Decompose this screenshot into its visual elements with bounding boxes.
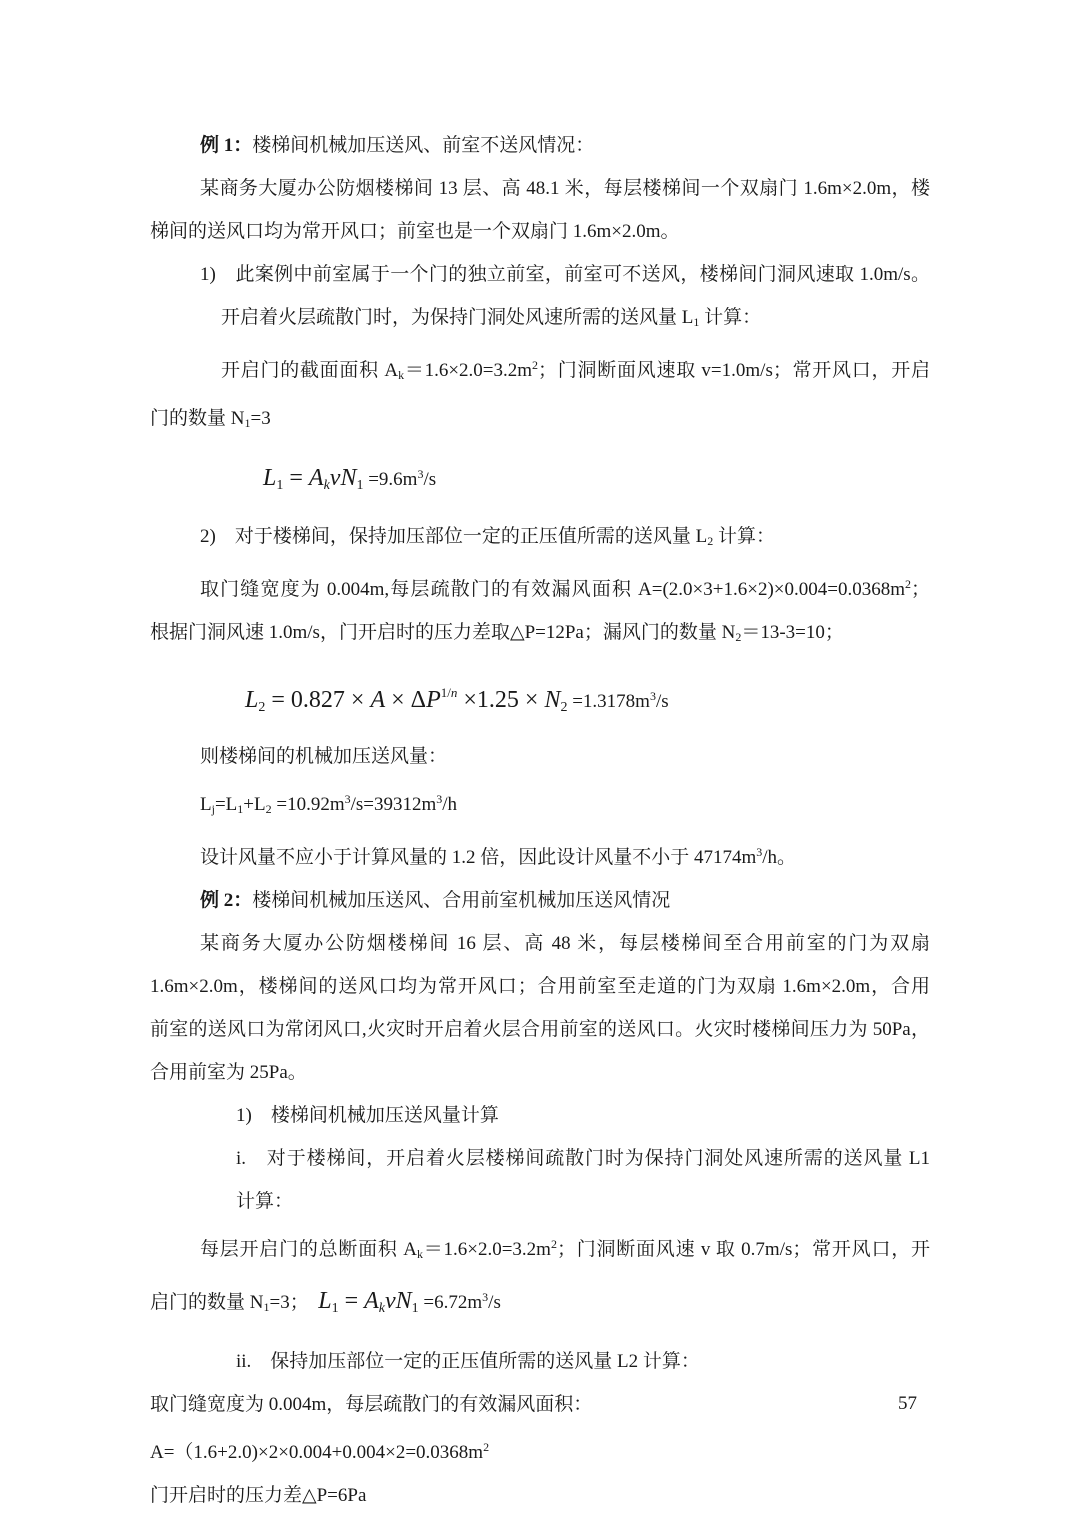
text-run: ii. 保持加压部位一定的正压值所需的送风量 L2 计算： <box>236 1351 700 1372</box>
text-run: L <box>263 465 277 491</box>
text-run: N <box>544 687 561 713</box>
document-content <box>150 124 930 1517</box>
text-run: ×1.25 × <box>457 687 545 713</box>
l1-calc-line1 <box>150 1223 930 1276</box>
text-run: /s <box>488 1292 501 1313</box>
text-run: N <box>395 1288 412 1314</box>
text-run: = <box>338 1288 365 1314</box>
text-run: 计算： <box>713 526 775 547</box>
sub-item-i-line2 <box>150 1180 930 1223</box>
text-run: 每层开启门的总断面积 A <box>200 1239 417 1260</box>
text-run: 3 <box>344 792 351 806</box>
text-run: 计算： <box>699 307 762 328</box>
text-run: 某商务大厦办公防烟楼梯间 16 层、高 48 米，每层楼梯间至合用前室的门为双扇 <box>200 933 930 954</box>
total-flow-intro <box>150 735 930 778</box>
text-run: 1 <box>411 1301 419 1316</box>
text-run: 例 2： <box>200 890 253 911</box>
text-run: +L <box>243 794 266 815</box>
text-run: 1 <box>244 416 251 430</box>
example1-intro-line2 <box>150 210 930 253</box>
text-run: 取门缝宽度为 0.004m，每层疏散门的有效漏风面积： <box>150 1394 593 1415</box>
text-run: 2 <box>904 577 911 591</box>
text-run: A <box>370 687 386 713</box>
text-run: 1 <box>356 478 364 493</box>
l2-params-line2 <box>150 611 930 659</box>
text-run: 则楼梯间的机械加压送风量： <box>200 746 448 767</box>
text-run: 门开启时的压力差△P=6Pa <box>150 1485 367 1506</box>
text-run: ＝13-3=10； <box>741 622 844 643</box>
text-run: 计算： <box>236 1191 294 1212</box>
l2-calc-line1 <box>150 1383 930 1426</box>
text-run: 2 <box>265 802 272 816</box>
example2-heading <box>150 879 930 922</box>
total-flow-result <box>150 778 930 831</box>
text-run: i. 对于楼梯间，开启着火层楼梯间疏散门时为保持门洞处风速所需的送风量 L1 <box>236 1148 930 1169</box>
item-1-line <box>150 253 930 296</box>
text-run: L <box>245 687 259 713</box>
text-run: N <box>340 465 357 491</box>
example2-intro-line2 <box>150 965 930 1008</box>
l1-params-line1 <box>150 344 930 397</box>
text-run: v <box>329 465 341 491</box>
text-run: 门的数量 N <box>150 408 245 429</box>
l1-params-line2 <box>150 397 930 445</box>
text-run: ； <box>910 579 930 600</box>
formula-l1 <box>150 453 930 507</box>
text-run: A <box>364 1288 379 1314</box>
text-run: 2 <box>483 1440 490 1454</box>
formula-l2 <box>150 671 930 729</box>
text-run: =L <box>214 794 238 815</box>
text-run: 开启门的截面面积 A <box>221 360 399 381</box>
text-run: A <box>308 465 324 491</box>
text-run: 根据门洞风速 1.0m/s，门开启时的压力差取△P=12Pa；漏风门的数量 N <box>150 622 736 643</box>
text-run: 3 <box>482 1290 489 1304</box>
text-run: 取门缝宽度为 0.004m,每层疏散门的有效漏风面积 A=(2.0×3+1.6×2)×0.004=0.0368m <box>200 579 905 600</box>
l2-params-line1 <box>150 563 930 611</box>
text-run: 1/ <box>440 685 451 700</box>
text-run: 1 <box>276 478 284 493</box>
text-run: 2) 对于楼梯间，保持加压部位一定的正压值所需的送风量 L <box>200 526 708 547</box>
text-run: =9.6m <box>363 469 418 490</box>
l1-calc-line2 <box>150 1276 930 1330</box>
item-2-line <box>150 515 930 563</box>
text-run: =6.72m <box>418 1292 483 1313</box>
text-run: /s=39312m <box>350 794 437 815</box>
text-run: k <box>378 1301 385 1316</box>
text-run: P <box>426 687 441 713</box>
text-run: 楼梯间机械加压送风、合用前室机械加压送风情况 <box>252 890 671 911</box>
text-run: ＝1.6×2.0=3.2m <box>422 1239 551 1260</box>
example2-intro-line4 <box>150 1051 930 1094</box>
text-run: k <box>398 368 405 382</box>
example1-intro-line1 <box>150 167 930 210</box>
text-run: 1.6m×2.0m，楼梯间的送风口均为常开风口；合用前室至走道的门为双扇 1.6m×2.0m，合用 <box>150 976 930 997</box>
text-run: =1.3178m <box>567 691 650 712</box>
text-run: 前室的送风口为常闭风口,火灾时开启着火层合用前室的送风口。火灾时楼梯间压力为 50Pa， <box>150 1019 930 1040</box>
text-run: /s <box>423 469 437 490</box>
text-run: v <box>385 1288 396 1314</box>
design-flow-line <box>150 831 930 879</box>
text-run: 1 <box>237 802 244 816</box>
text-run: n <box>450 685 458 700</box>
text-run: ；门洞断面风速取 v=1.0m/s；常开风口，开启 <box>538 360 930 381</box>
text-run: 1 <box>331 1301 339 1316</box>
example2-intro-line3 <box>150 1008 930 1051</box>
text-run: 合用前室为 25Pa。 <box>150 1062 307 1083</box>
text-run: L <box>318 1288 332 1314</box>
l1-intro-line <box>150 296 930 344</box>
text-run: × Δ <box>385 687 427 713</box>
text-run: = <box>283 465 309 491</box>
text-run: 开启着火层疏散门时，为保持门洞处风速所需的送风量 L <box>221 307 694 328</box>
text-run: L <box>200 794 212 815</box>
text-run: 2 <box>735 630 742 644</box>
text-run: 2 <box>560 700 568 715</box>
text-run: k <box>416 1247 423 1261</box>
text-run: j <box>211 802 215 816</box>
text-run: 启门的数量 N <box>150 1292 264 1313</box>
sub-item-i-line1 <box>150 1137 930 1180</box>
example2-intro-line1 <box>150 922 930 965</box>
text-run: /h <box>442 794 458 815</box>
text-run: 2 <box>550 1237 557 1251</box>
text-run: 3 <box>756 845 763 859</box>
text-run: 2 <box>532 358 539 372</box>
text-run: 1) 此案例中前室属于一个门的独立前室，前室可不送风，楼梯间门洞风速取 1.0m/s。 <box>200 264 930 285</box>
text-run: A=（1.6+2.0)×2×0.004+0.004×2=0.0368m <box>150 1442 484 1463</box>
text-run: 2 <box>707 534 714 548</box>
text-run: ；门洞断面风速 v 取 0.7m/s；常开风口，开 <box>556 1239 930 1260</box>
text-run: = 0.827 × <box>265 687 371 713</box>
page-number: 57 <box>898 1393 917 1414</box>
example1-heading <box>150 124 930 167</box>
text-run: =3 <box>250 408 271 429</box>
text-run: 3 <box>649 689 656 703</box>
text-run: 梯间的送风口均为常开风口；前室也是一个双扇门 1.6m×2.0m。 <box>150 221 680 242</box>
text-run: 1 <box>693 315 700 329</box>
text-run: 1 <box>263 1300 270 1314</box>
text-run: 设计风量不应小于计算风量的 1.2 倍，因此设计风量不小于 47174m <box>200 847 757 868</box>
text-run: 例 1： <box>200 135 253 156</box>
text-run: 3 <box>436 792 443 806</box>
text-run: /h。 <box>762 847 797 868</box>
text-run: 2 <box>258 700 266 715</box>
text-run: 1) 楼梯间机械加压送风量计算 <box>236 1105 499 1126</box>
text-run: k <box>323 478 330 493</box>
text-run: ＝1.6×2.0=3.2m <box>404 360 533 381</box>
text-run: =3； <box>269 1292 319 1313</box>
sub-item-ii-line <box>150 1340 930 1383</box>
text-run: 3 <box>417 467 424 481</box>
l2-calc-line3 <box>150 1474 930 1517</box>
l2-calc-line2 <box>150 1426 930 1474</box>
text-run: =10.92m <box>271 794 345 815</box>
text-run: /s <box>655 691 669 712</box>
item-1-stairwell-calc <box>150 1094 930 1137</box>
text-run: 某商务大厦办公防烟楼梯间 13 层、高 48.1 米，每层楼梯间一个双扇门 1.6m×2.0m，楼 <box>200 178 930 199</box>
text-run: 楼梯间机械加压送风、前室不送风情况： <box>252 135 595 156</box>
